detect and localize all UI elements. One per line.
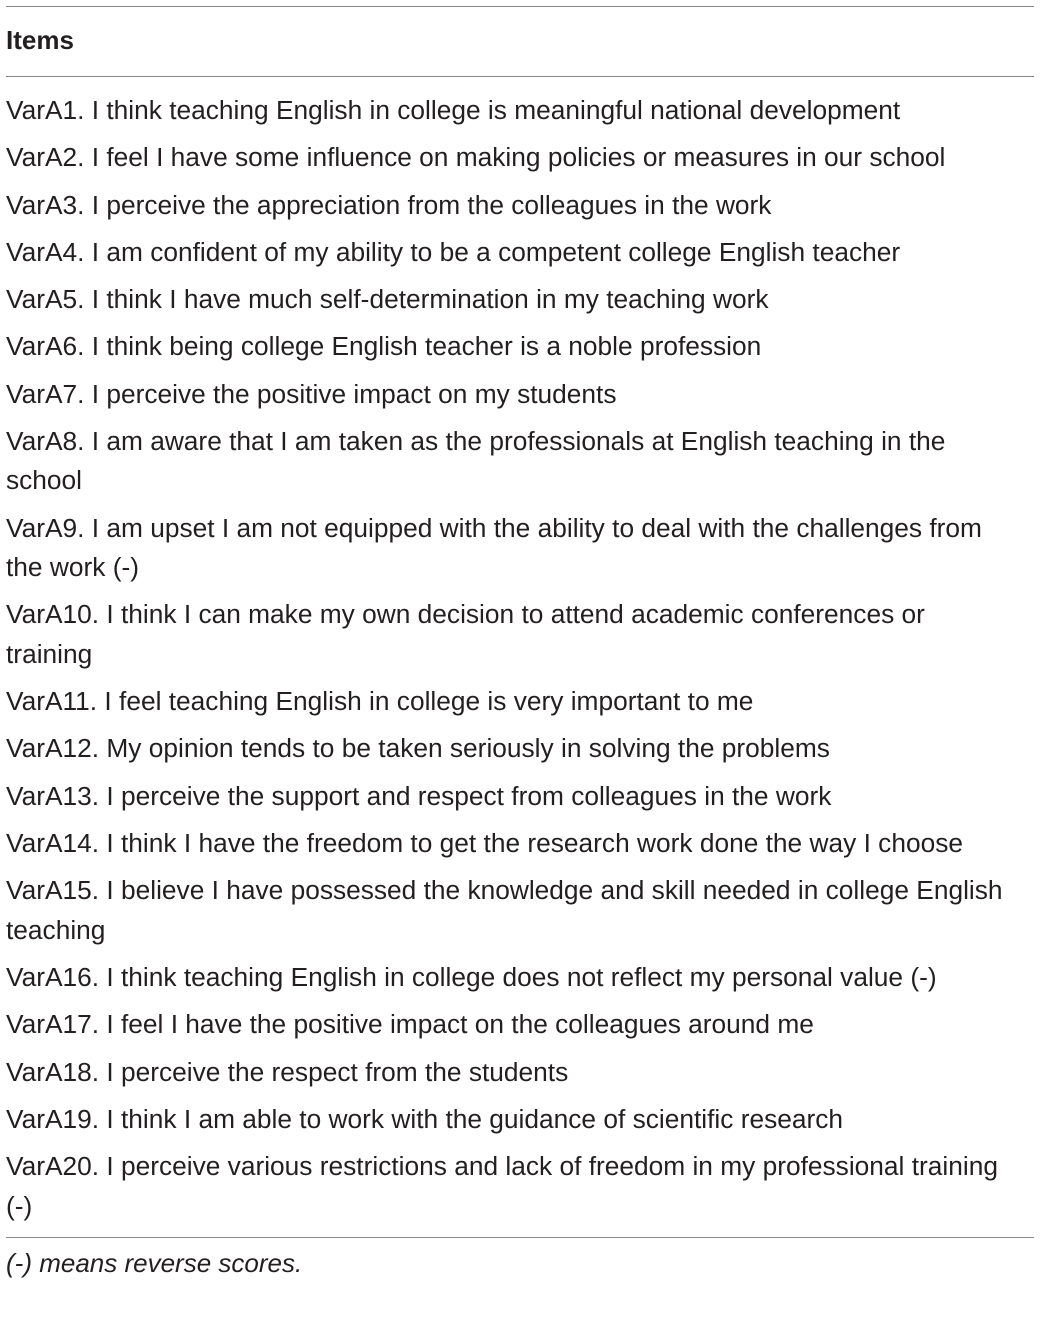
table-row: VarA3. I perceive the appreciation from the colleagues in the work [6, 189, 772, 220]
table-header [6, 7, 1034, 76]
table-row: VarA6. I think being college English teacher is a noble profession [6, 331, 762, 362]
table-row: VarA1. I think teaching English in college is meaningful national development [6, 95, 901, 125]
table-row: VarA2. I feel I have some influence on making policies or measures in our school [6, 142, 946, 173]
table-row: VarA10. I think I can make my own decision to attend academic conferences or training [6, 599, 925, 669]
table-row: VarA12. My opinion tends to be taken seriously in solving the problems [6, 733, 830, 764]
table-row: VarA9. I am upset I am not equipped with the ability to deal with the challenges from the work (-) [6, 512, 982, 583]
table-row: VarA18. I perceive the respect from the students [6, 1056, 569, 1087]
table-row: VarA15. I believe I have possessed the knowledge and skill needed in college English teaching [6, 875, 1003, 945]
header-label: Items [6, 24, 74, 55]
table-row: VarA11. I feel teaching English in college is very important to me [6, 686, 754, 717]
table-row: VarA14. I think I have the freedom to get the research work done the way I choose [6, 828, 963, 859]
table-row: VarA16. I think teaching English in college does not reflect my personal value (-) [6, 962, 937, 993]
table-row: VarA8. I am aware that I am taken as the professionals at English teaching in the school [6, 426, 946, 496]
table-row: VarA4. I am confident of my ability to be a competent college English teacher [6, 236, 901, 267]
table-row: VarA5. I think I have much self-determination in my teaching work [6, 284, 769, 315]
items-table [6, 6, 1034, 1278]
table-row: VarA19. I think I am able to work with the guidance of scientific research [6, 1103, 844, 1134]
table-footnote: (-) means reverse scores. [6, 1248, 303, 1279]
table-row: VarA17. I feel I have the positive impact on the colleagues around me [6, 1009, 814, 1040]
table-row: VarA13. I perceive the support and respect from colleagues in the work [6, 780, 832, 811]
table-row: VarA20. I perceive various restrictions and lack of freedom in my professional training (-) [6, 1151, 998, 1221]
table-row: VarA7. I perceive the positive impact on my students [6, 378, 617, 409]
table-body [6, 77, 1034, 1237]
